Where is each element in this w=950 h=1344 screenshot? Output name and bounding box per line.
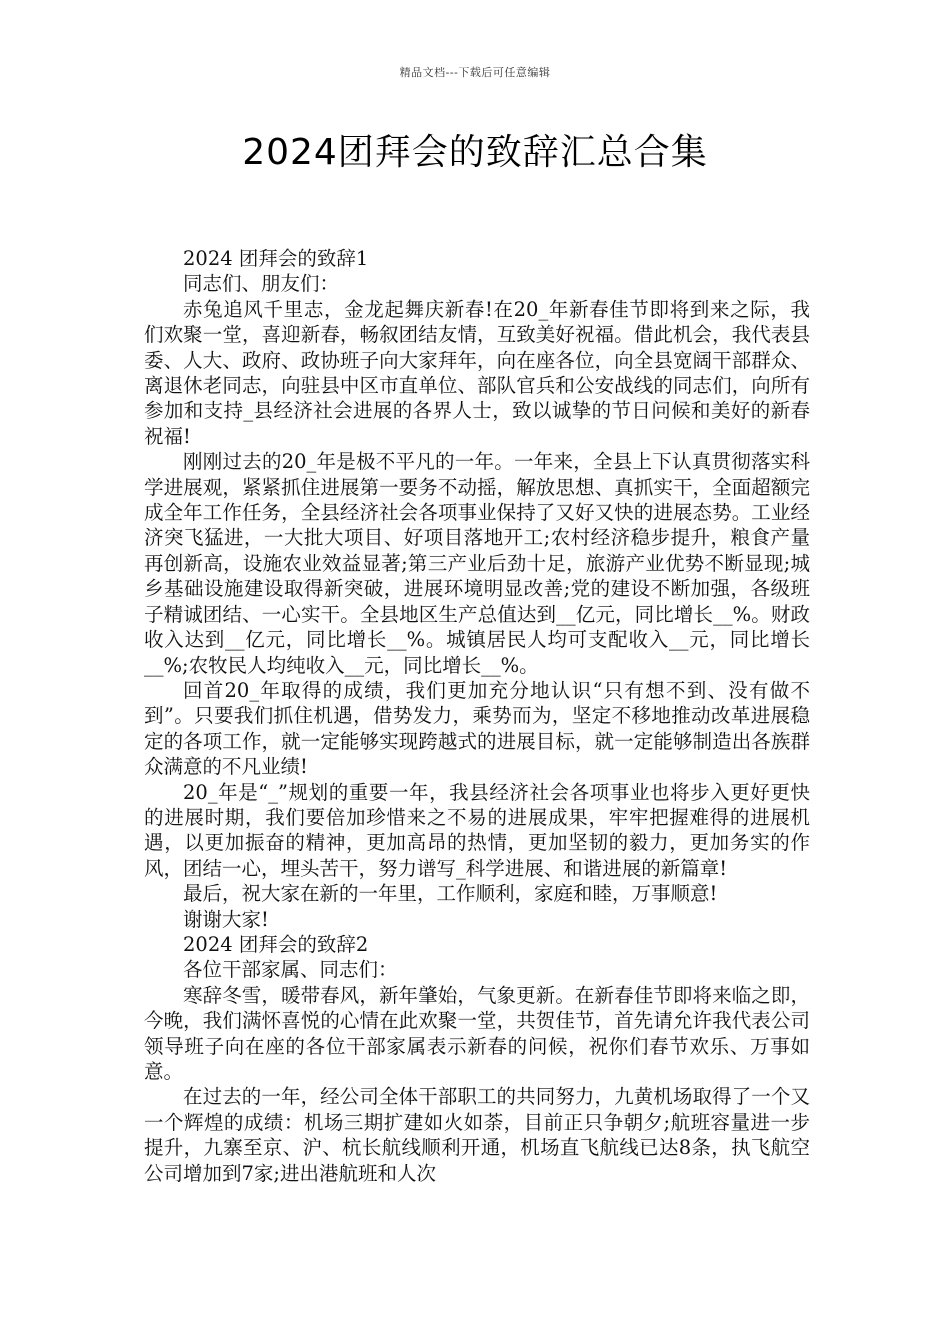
document-title: 2024团拜会的致辞汇总合集 xyxy=(242,132,708,173)
body-paragraph: 在过去的一年，经公司全体干部职工的共同努力，九黄机场取得了一个又一个辉煌的成绩：机场三期扩建如火如荼，目前正只争朝夕;航班容量进一步提升，九寨至京、沪、杭长航线顺利开通，机场直飞航线已达8条，执飞航空公司增加到7家;进出港航班和人次 xyxy=(144,1085,810,1185)
body-paragraph: 寒辞冬雪，暖带春风，新年肇始，气象更新。在新春佳节即将来临之即，今晚，我们满怀喜悦的心情在此欢聚一堂，共贺佳节，首先请允许我代表公司领导班子向在座的各位干部家属表示新春的问候，祝你们春节欢乐、万事如意。 xyxy=(144,983,810,1083)
body-paragraph: 回首20_年取得的成绩，我们更加充分地认识“只有想不到、没有做不到”。只要我们抓住机遇，借势发力，乘势而为，坚定不移地推动改革进展稳定的各项工作，就一定能够实现跨越式的进展目标，就一定能够制造出各族群众满意的不凡业绩! xyxy=(144,678,810,779)
body-paragraph: 赤兔追风千里志，金龙起舞庆新春!在20_年新春佳节即将到来之际，我们欢聚一堂，喜迎新春，畅叙团结友情，互致美好祝福。借此机会，我代表县委、人大、政府、政协班子向大家拜年，向在座各位，向全县宽阔干部群众、离退休老同志，向驻县中区市直单位、部队官兵和公安战线的同志们，向所有参加和支持_县经济社会进展的各界人士，致以诚挚的节日问候和美好的新春祝福! xyxy=(144,297,810,448)
body-paragraph: 刚刚过去的20_年是极不平凡的一年。一年来，全县上下认真贯彻落实科学进展观，紧紧抓住进展第一要务不动摇，解放思想、真抓实干，全面超额完成全年工作任务，全县经济社会各项事业保持了又好又快的进展态势。工业经济突飞猛进，一大批大项目、好项目落地开工;农村经济稳步提升，粮食产量再创新高，设施农业效益显著;第三产业后劲十足，旅游产业优势不断显现;城乡基础设施建设取得新突破，进展环境明显改善;党的建设不断加强，各级班子精诚团结、一心实干。全县地区生产总值达到__亿元，同比增长__%。财政收入达到__亿元，同比增长__%。城镇居民人均可支配收入__元，同比增长__%;农牧民人均纯收入__元，同比增长__%。 xyxy=(144,450,810,677)
body-paragraph: 最后，祝大家在新的一年里，工作顺利，家庭和睦，万事顺意! xyxy=(183,882,718,906)
salutation: 同志们、朋友们： xyxy=(183,272,340,296)
section-heading: 2024 团拜会的致辞1 xyxy=(183,247,369,270)
page-header-note: 精品文档---下载后可任意编辑 xyxy=(399,66,551,79)
section-heading: 2024 团拜会的致辞2 xyxy=(183,932,369,956)
salutation: 各位干部家属、同志们： xyxy=(183,958,398,982)
document-body xyxy=(144,246,810,1186)
body-paragraph: 谢谢大家! xyxy=(183,907,269,931)
body-paragraph: 20_年是“_”规划的重要一年，我县经济社会各项事业也将步入更好更快的进展时期，我们要倍加珍惜来之不易的进展成果，牢牢把握难得的进展机遇，以更加振奋的精神，更加高昂的热情，更加坚韧的毅力，更加务实的作风，团结一心，埋头苦干，努力谱写_科学进展、和谐进展的新篇章! xyxy=(144,780,810,880)
